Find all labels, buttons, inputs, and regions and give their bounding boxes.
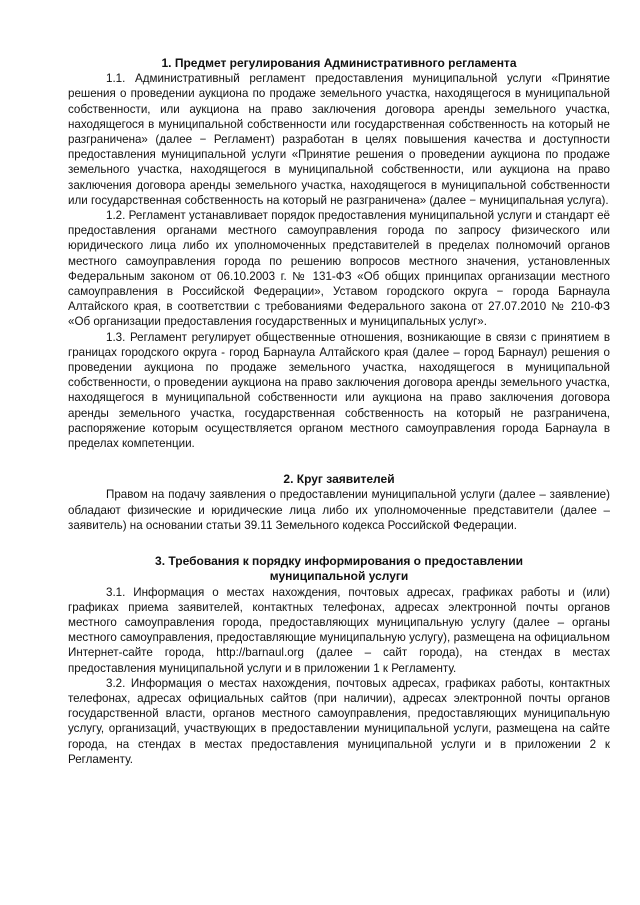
paragraph: 1.1. Административный регламент предоставления муниципальной услуги «Принятие решения о проведении аукциона по продаже земельного участка, находящегося в муниципальной собственности, или аукциона на право заключения договора аренды земельного участка, находящегося в муниципальной собственности или государственная собственность на который не разграничена» (далее − Регламент) разработан в целях повышения качества и доступности предоставления муниципальной услуги «Принятие решения о проведении аукциона по продаже земельного участка, находящегося в муниципальной собственности, или аукциона на право заключения договора аренды земельного участка, находящегося в муниципальной собственности или государственная собственность на который не разграничена» (далее − муниципальная услуга). (68, 72, 610, 207)
paragraph: 1.3. Регламент регулирует общественные отношения, возникающие в связи с принятием в границах городского округа - город Барнаула Алтайского края (далее – город Барнаул) решения о проведении аукциона по продаже земельного участка, находящегося в муниципальной собственности, о проведении аукциона на право заключения договора аренды земельного участка, находящегося в муниципальной собственности или аукциона на право заключения договора аренды земельного участка, государственная собственность на который не разграничена, распоряжение которым осуществляется органом местного самоуправления города Барнаула в пределах компетенции. (68, 330, 610, 451)
section-informing (68, 554, 610, 767)
section-heading-line: 3. Требования к порядку информирования о предоставлении (155, 554, 523, 569)
paragraph: 3.2. Информация о местах нахождения, почтовых адресах, графиках работы, контактных телефонах, адресах официальных сайтов (при наличии), адресах электронной почты органов государственной власти, органов местного самоуправления, предоставляющих муниципальную услугу, организаций, участвующих в предоставлении муниципальной услуги, размещена на сайте города, на стендах в местах предоставления муниципальной услуги и в приложении 2 к Регламенту. (68, 676, 610, 766)
paragraph: Правом на подачу заявления о предоставлении муниципальной услуги (далее – заявление) обладают физические и юридические лица либо их уполномоченные представители (далее – заявитель) на основании статьи 39.11 Земельного кодекса Российской Федерации. (68, 488, 610, 532)
section-heading-line: муниципальной услуги (269, 569, 409, 584)
section-heading (68, 554, 610, 584)
paragraph: 1.2. Регламент устанавливает порядок предоставления муниципальной услуги и стандарт её предоставления органами местного самоуправления города по запросу физического или юридического лица либо их уполномоченных представителей в пределах полномочий органов местного самоуправления города по решению вопросов местного значения, установленных Федеральным законом от 06.10.2003 г. № 131-ФЗ «Об общих принципах организации местного самоуправления в Российской Федерации», Уставом городского округа − города Барнаула Алтайского края, в соответствии с требованиями Федерального закона от 27.07.2010 № 210-ФЗ «Об организации предоставления государственных и муниципальных услуг». (68, 209, 610, 329)
section-applicants (68, 472, 610, 533)
section-subject (68, 56, 610, 451)
paragraph: 3.1. Информация о местах нахождения, почтовых адресах, графиках работы и (или) графиках приема заявителей, контактных телефонах, адресах электронной почты органов местного самоуправления города, предоставляющих муниципальную услугу (далее – органы местного самоуправления, предоставляющие муниципальную услугу), размещена на официальном Интернет-сайте города, http://barnaul.org (далее – сайт города), на стендах в местах предоставления муниципальной услуги и в приложении 1 к Регламенту. (68, 585, 610, 675)
document-page (68, 56, 610, 767)
section-heading: 2. Круг заявителей (283, 472, 395, 487)
section-heading: 1. Предмет регулирования Административного регламента (161, 56, 517, 70)
